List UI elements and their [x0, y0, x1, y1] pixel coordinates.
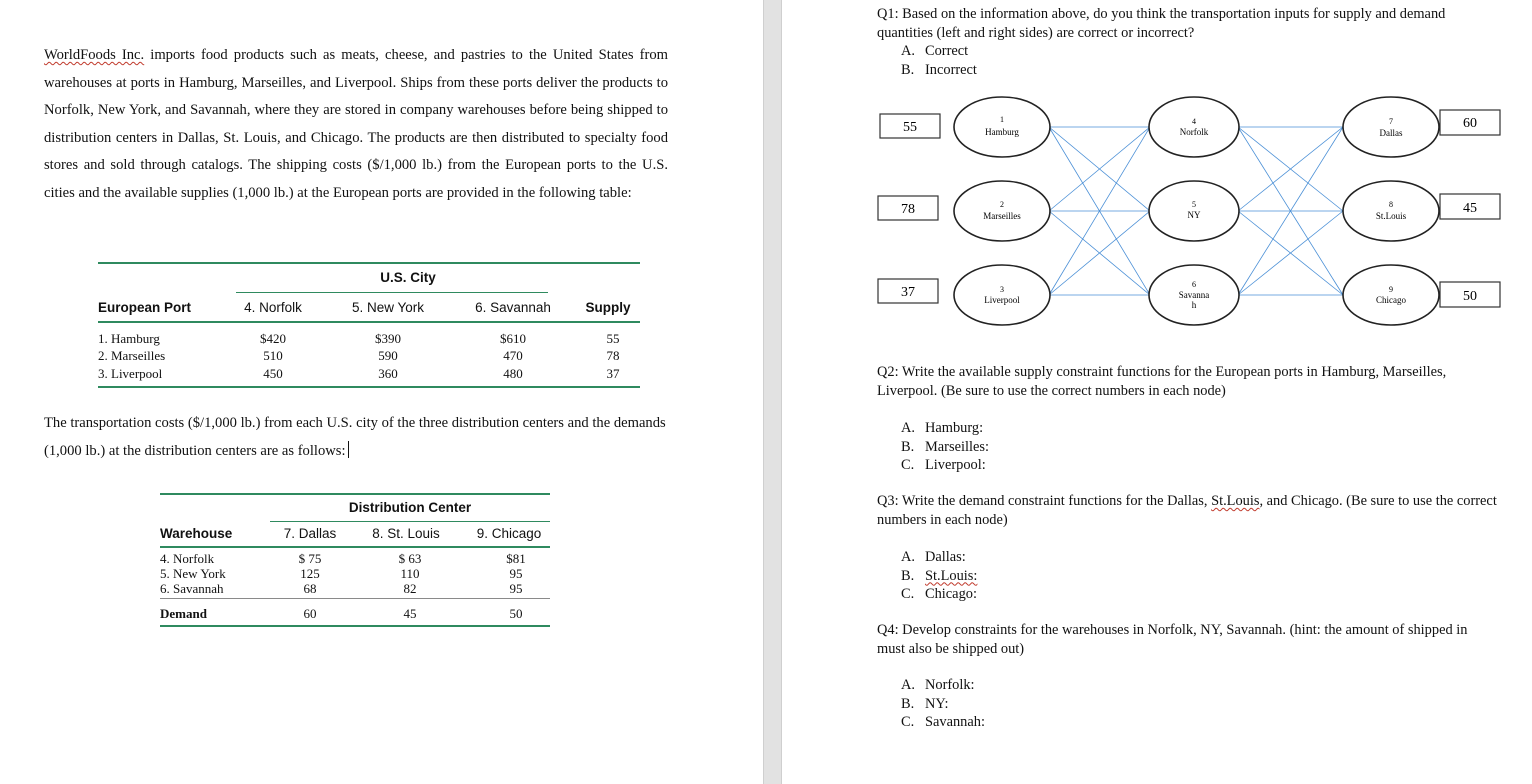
node-savannah — [1149, 265, 1239, 325]
intro-text: imports food products such as meats, cheese, and pastries to the United States from warehouses at ports in Hamburg, Marseilles, and Liverpool. Ships from these ports deliver the products to Norfolk, New York, and Savannah, where they are stored in company warehouses before being shipped to distribution centers in Dallas, St. Louis, and Chicago. The products are then distributed to specialty food stores and sold through catalogs. The shipping costs ($/1,000 lb.) from the European ports to the U.S. cities and the available supplies (1,000 lb.) at the European ports are provided in the following table: — [44, 47, 669, 201]
table-col-header: Supply — [585, 300, 631, 315]
table-col-header: 5. New York — [351, 300, 425, 315]
question-1-options — [901, 42, 977, 79]
node-liverpool — [954, 265, 1050, 325]
table-cell: 95 — [509, 566, 523, 581]
node-number: 7 — [1389, 117, 1393, 126]
node-stlouis — [1343, 181, 1439, 241]
node-number: 4 — [1192, 117, 1196, 126]
table-cell: 360 — [378, 366, 398, 381]
paragraph-distribution-text: The transportation costs ($/1,000 lb.) from each U.S. city of the three distribution centers and the demands (1,000 lb.) at the distribution centers are as follows: — [44, 415, 666, 459]
table-cell: 55 — [606, 331, 620, 346]
question-3-options — [901, 548, 977, 604]
supply-value: 78 — [901, 202, 915, 217]
node-name: Hamburg — [985, 127, 1019, 137]
option-text: St.Louis: — [925, 567, 978, 584]
supply-box — [878, 196, 938, 220]
option-text: Savannah: — [925, 714, 985, 730]
table-col-header: 9. Chicago — [476, 526, 542, 541]
node-chicago — [1343, 265, 1439, 325]
intro-paragraph — [44, 42, 668, 207]
option-letter: C. — [901, 457, 915, 473]
distribution-cost-table — [160, 493, 550, 629]
table-row-label: 2. Marseilles — [98, 348, 166, 363]
table-rule — [270, 521, 550, 522]
option-letter: C. — [901, 714, 915, 730]
option-b — [901, 61, 977, 80]
table-cell: 110 — [400, 566, 420, 581]
option-text: Liverpool: — [925, 457, 986, 473]
demand-value: 45 — [1463, 201, 1477, 216]
option-c — [901, 713, 985, 732]
option-letter: B. — [901, 438, 915, 455]
node-name: h — [1191, 300, 1197, 310]
table-cell: 82 — [403, 581, 417, 596]
node-dallas — [1343, 97, 1439, 157]
table-cell: 450 — [263, 366, 283, 381]
node-name: Marseilles — [983, 211, 1021, 221]
option-text: Norfolk: — [925, 677, 975, 693]
node-name: Liverpool — [984, 295, 1020, 305]
table-row-label: 6. Savannah — [160, 581, 224, 596]
node-marseilles — [954, 181, 1050, 241]
supply-box — [878, 279, 938, 303]
table-row-header: European Port — [98, 300, 192, 315]
question-2-options — [901, 419, 989, 475]
paragraph-distribution[interactable] — [44, 410, 668, 465]
table-rule — [98, 386, 640, 388]
table-rule — [160, 493, 550, 495]
question-3 — [877, 492, 1507, 530]
company-name: WorldFoods Inc. — [44, 47, 145, 63]
question-3-text: Q3: Write the demand constraint functions for the Dallas, — [877, 493, 1212, 509]
option-b — [901, 695, 985, 714]
question-4-options — [901, 676, 985, 732]
table-col-header: 6. Savannah — [475, 300, 551, 315]
port-cost-table — [98, 262, 640, 390]
node-number: 6 — [1192, 280, 1196, 289]
supply-value: 37 — [901, 285, 915, 300]
demand-value: 60 — [1463, 116, 1477, 131]
demand-label: Demand — [160, 606, 207, 621]
node-name: Savanna — [1178, 290, 1210, 300]
demand-value: 50 — [1463, 289, 1477, 304]
table-rule — [160, 546, 550, 548]
question-1: Q1: Based on the information above, do you think the transportation inputs for supply and demand quantities (left and right sides) are correct or incorrect? — [877, 6, 1446, 41]
option-b — [901, 567, 977, 586]
option-text: Incorrect — [925, 61, 977, 78]
table-col-header: 4. Norfolk — [244, 300, 302, 315]
option-letter: A. — [901, 677, 915, 693]
table-cell: $420 — [260, 331, 286, 346]
table-row-label: 3. Liverpool — [98, 366, 163, 381]
node-hamburg — [954, 97, 1050, 157]
transportation-network-diagram — [782, 90, 1512, 330]
table-cell: 125 — [300, 566, 320, 581]
question-4: Q4: Develop constraints for the warehouses in Norfolk, NY, Savannah. (hint: the amount of shipped in must also be shipped out) — [877, 622, 1468, 657]
option-letter: B. — [901, 61, 915, 78]
table-rule — [160, 598, 550, 599]
table-group-header: U.S. City — [380, 270, 436, 285]
text-cursor — [348, 441, 349, 458]
option-text: Chicago: — [925, 586, 977, 602]
demand-cell: 50 — [509, 606, 523, 621]
node-name: Norfolk — [1179, 127, 1209, 137]
table-group-header: Distribution Center — [348, 500, 472, 515]
supply-box — [880, 114, 940, 138]
option-text: NY: — [925, 695, 949, 712]
demand-cell: 60 — [303, 606, 317, 621]
option-a — [901, 548, 977, 567]
table-rule — [160, 625, 550, 627]
demand-box — [1440, 282, 1500, 307]
table-cell: 78 — [606, 348, 620, 363]
question-3-text-end: , and Chicago. (Be sure to use the correct numbers in each node) — [877, 493, 1497, 528]
table-cell: 68 — [303, 581, 317, 596]
question-2: Q2: Write the available supply constraint functions for the European ports in Hamburg, Marseilles, Liverpool. (Be sure to use the correct numbers in each node) — [877, 364, 1447, 399]
document-page-right — [782, 0, 1532, 784]
option-text: Marseilles: — [925, 438, 989, 455]
table-rule — [98, 262, 640, 264]
option-letter: A. — [901, 420, 915, 436]
node-number: 2 — [1000, 200, 1004, 209]
table-cell: $610 — [500, 331, 526, 346]
document-page-left — [0, 0, 763, 784]
table-col-header: 8. St. Louis — [372, 526, 440, 541]
node-name: St.Louis — [1375, 211, 1407, 221]
node-number: 9 — [1389, 285, 1393, 294]
node-number: 3 — [1000, 285, 1004, 294]
table-col-header: 7. Dallas — [283, 526, 337, 541]
table-cell: 590 — [378, 348, 398, 363]
table-cell: 510 — [263, 348, 283, 363]
table-cell: $ 75 — [298, 551, 322, 566]
page-gutter — [763, 0, 782, 784]
node-name: Chicago — [1376, 295, 1406, 305]
table-cell: $390 — [375, 331, 401, 346]
option-b — [901, 438, 989, 457]
node-norfolk — [1149, 97, 1239, 157]
table-rule — [236, 292, 548, 293]
table-cell: 37 — [606, 366, 620, 381]
table-cell: $81 — [506, 551, 526, 566]
table-row-header: Warehouse — [160, 526, 233, 541]
option-a — [901, 676, 985, 695]
node-name: NY — [1187, 210, 1201, 220]
table-rule — [98, 321, 640, 323]
node-number: 1 — [1000, 115, 1004, 124]
option-letter: B. — [901, 567, 915, 584]
node-number: 5 — [1192, 200, 1196, 209]
node-name: Dallas — [1379, 128, 1403, 138]
supply-value: 55 — [903, 120, 917, 135]
option-letter: C. — [901, 586, 915, 602]
table-cell: 470 — [503, 348, 523, 363]
table-cell: 95 — [509, 581, 523, 596]
option-text: Dallas: — [925, 549, 966, 565]
option-text: Hamburg: — [925, 420, 984, 436]
demand-cell: 45 — [403, 606, 417, 621]
option-text: Correct — [925, 43, 969, 59]
table-row-label: 4. Norfolk — [160, 551, 215, 566]
option-a — [901, 419, 989, 438]
demand-box — [1440, 194, 1500, 219]
option-c — [901, 456, 989, 475]
option-letter: A. — [901, 549, 915, 565]
option-a — [901, 42, 977, 61]
table-cell: 480 — [503, 366, 523, 381]
node-ny — [1149, 181, 1239, 241]
option-c — [901, 585, 977, 604]
table-cell: $ 63 — [398, 551, 422, 566]
option-letter: A. — [901, 43, 915, 59]
option-letter: B. — [901, 695, 915, 712]
demand-box — [1440, 110, 1500, 135]
node-number: 8 — [1389, 200, 1393, 209]
question-3-text-squiggle: St.Louis — [1211, 493, 1260, 509]
table-row-label: 5. New York — [160, 566, 226, 581]
table-row-label: 1. Hamburg — [98, 331, 160, 346]
